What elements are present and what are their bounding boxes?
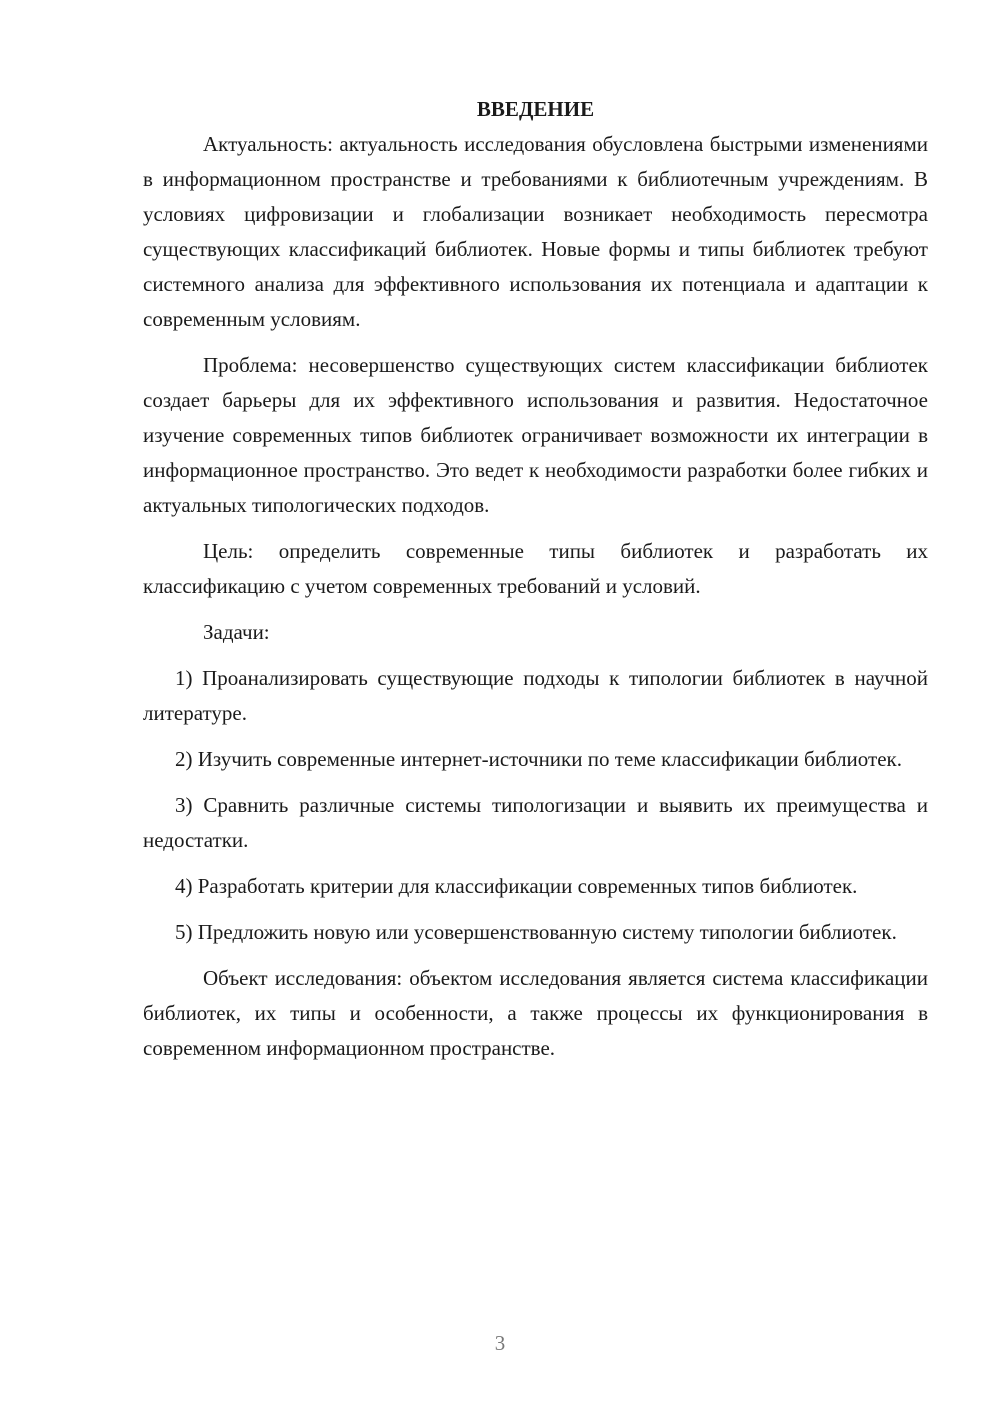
goal-paragraph: Цель: определить современные типы библиотек и разработать их классификацию с учетом современных требований и условий.	[143, 539, 928, 598]
tasks-label: Задачи:	[203, 620, 270, 644]
task-item-3: 3) Сравнить различные системы типологизации и выявить их преимущества и недостатки.	[143, 793, 928, 852]
page-number: 3	[494, 1331, 506, 1355]
object-paragraph: Объект исследования: объектом исследования является система классификации библиотек, их типы и особенности, а также процессы их функционирования в современном информационном пространстве.	[143, 966, 928, 1060]
problem-paragraph: Проблема: несовершенство существующих систем классификации библиотек создает барьеры для их эффективного использования и развития. Недостаточное изучение современных типов библиотек ограничивает возможности их интеграции в информационное пространство. Это ведет к необходимости разработки более гибких и актуальных типологических подходов.	[143, 353, 928, 517]
task-item-4: 4) Разработать критерии для классификации современных типов библиотек.	[175, 874, 858, 898]
relevance-paragraph: Актуальность: актуальность исследования обусловлена быстрыми изменениями в информационном пространстве и требованиями к библиотечным учреждениям. В условиях цифровизации и глобализации возникает необходимость пересмотра существующих классификаций библиотек. Новые формы и типы библиотек требуют системного анализа для эффективного использования их потенциала и адаптации к современным условиям.	[143, 132, 928, 331]
task-item-1: 1) Проанализировать существующие подходы к типологии библиотек в научной литературе.	[143, 666, 928, 725]
document-page	[143, 92, 928, 1066]
task-item-2: 2) Изучить современные интернет-источники по теме классификации библиотек.	[175, 747, 902, 771]
task-item-5: 5) Предложить новую или усовершенствованную систему типологии библиотек.	[175, 920, 897, 944]
section-heading: ВВЕДЕНИЕ	[476, 97, 595, 121]
